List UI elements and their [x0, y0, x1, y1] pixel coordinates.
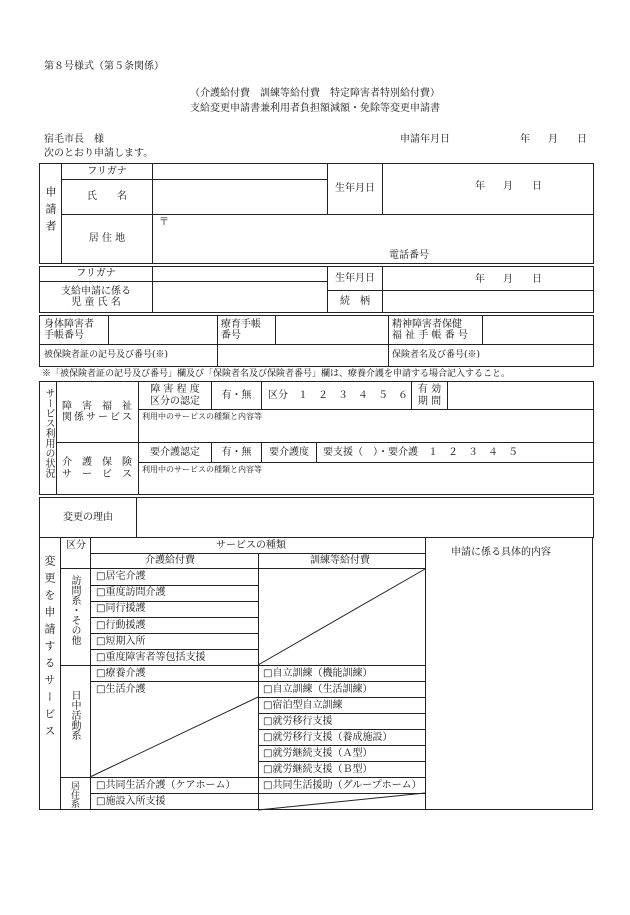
app-date-year: 年 [520, 134, 530, 145]
child-birth-field[interactable]: 年 月 日 [383, 267, 594, 291]
applicant-birth-label: 生年月日 [328, 164, 383, 215]
app-date-month: 月 [548, 134, 558, 145]
service-checkbox-item[interactable]: □行動援護 [96, 619, 146, 631]
care-cert-label: 要介護認定 [139, 443, 212, 463]
service-checkbox-item[interactable]: □就労継続支援（Ｂ型） [263, 764, 373, 775]
service-checkbox-item[interactable]: □就労継続支援（Ａ型） [263, 748, 373, 759]
form-title-line1: （介護給付費 訓練等給付費 特定障害者特別給付費） [190, 88, 440, 99]
service-checkbox-item[interactable]: □居宅介護 [96, 571, 146, 582]
service-checkbox-item[interactable]: □自立訓練（機能訓練） [263, 668, 373, 679]
child-relation-label: 続 柄 [328, 291, 383, 313]
child-furigana-label: フリガナ [40, 267, 153, 282]
insurance-note: ※「被保険者証の記号及び番号」欄及び「保険者名及び保険者番号」欄は、療養介護を申請する場合記入すること。 [42, 369, 511, 379]
service-checkbox-item[interactable]: □共同生活援助（グループホーム） [263, 780, 422, 791]
welfare-service-label: 障 害 福 祉 関係サービス [57, 382, 139, 443]
day-group-label: 日中活動系 [69, 690, 80, 740]
service-checkbox-item[interactable]: □宿泊型自立訓練 [263, 700, 343, 711]
services-section: 変更を申請するサービス [43, 555, 56, 742]
mental-cert-label: 精神障害者保健 福 祉 手 帳 番 号 [389, 316, 483, 345]
applicant-section: 申請者 [40, 164, 62, 264]
child-name-label: 支給申請に係る 児 童 氏 名 [40, 282, 153, 313]
care-in-use[interactable]: 利用中のサービスの種類と内容等 [139, 463, 594, 495]
service-checkbox-item[interactable]: □短期入所 [96, 635, 146, 647]
service-checkbox-item[interactable]: □生活介護 [96, 684, 146, 695]
service-checkbox-item[interactable]: □施設入所支援 [96, 796, 166, 807]
care-level-row[interactable]: 要介護度 要支援（ ）・要介護 １ ２ ３ ４ ５ [262, 443, 594, 463]
usage-section: サービス利用の状況 [40, 382, 57, 495]
service-checkbox-item[interactable]: □自立訓練（生活訓練） [263, 684, 373, 695]
class-header: 区分 [66, 540, 86, 551]
intro-text: 次のとおり申請します。 [44, 148, 154, 159]
service-checkbox-item[interactable]: □重度訪問介護 [96, 587, 166, 599]
detail-header: 申請に係る具体的内容 [451, 547, 551, 558]
insurance-number-label: 被保険者証の記号及び番号(※) [40, 345, 218, 367]
care-benefit-header: 介護給付費 [145, 555, 195, 566]
change-reason-label: 変更の理由 [40, 498, 137, 538]
service-checkbox-item[interactable]: □同行援護 [96, 603, 146, 615]
service-checkbox-item[interactable]: □就労移行支援（養成施設） [263, 732, 393, 743]
service-checkbox-item[interactable]: □重度障害者等包括支援 [96, 652, 206, 663]
form-number: 第８号様式（第５条関係） [44, 61, 164, 72]
service-checkbox-item[interactable]: □共同生活介護（ケアホーム） [96, 780, 236, 791]
applicant-address-field[interactable]: 〒 電話番号 [153, 215, 594, 264]
service-types-header: サービスの種類 [216, 540, 286, 551]
insurer-label: 保険者名及び番号(※) [389, 345, 594, 367]
applicant-name-label: 氏 名 [62, 180, 153, 215]
disability-class[interactable]: 区分 １ ２ ３ ４ ５ ６ [262, 382, 412, 410]
care-yes-no[interactable]: 有・無 [212, 443, 262, 463]
form-title-line2: 支給変更申請書兼利用者負担額減額・免除等変更申請書 [190, 103, 440, 114]
welfare-in-use[interactable]: 利用中のサービスの種類と内容等 [139, 410, 594, 443]
service-checkbox-item[interactable]: □就労移行支援 [263, 716, 333, 727]
app-date-day: 日 [577, 134, 587, 145]
applicant-address-label: 居 住 地 [62, 215, 153, 264]
disability-level-label: 障 害 程 度 区分の認定 [139, 382, 212, 410]
child-birth-label: 生年月日 [328, 267, 383, 291]
application-date-label: 申請年月日 [400, 134, 450, 145]
applicant-birth-field[interactable]: 年 月 日 [383, 164, 594, 215]
disability-yes-no[interactable]: 有・無 [212, 382, 262, 410]
visit-group-label: 訪問系・その他 [69, 575, 80, 645]
addressee: 宿毛市長 様 [44, 134, 104, 145]
physical-cert-label: 身体障害者 手帳番号 [40, 316, 109, 345]
residence-group-label: 居住系 [69, 781, 79, 808]
rehab-cert-label: 療育手帳 番号 [218, 316, 276, 345]
service-checkbox-item[interactable]: □療養介護 [96, 668, 146, 679]
training-benefit-header: 訓練等給付費 [310, 555, 370, 566]
valid-period-label: 有 効 期 間 [412, 382, 448, 410]
applicant-furigana-label: フリガナ [62, 164, 153, 180]
care-insurance-label: 介 護 保 険 サ ー ビ ス [57, 443, 139, 495]
